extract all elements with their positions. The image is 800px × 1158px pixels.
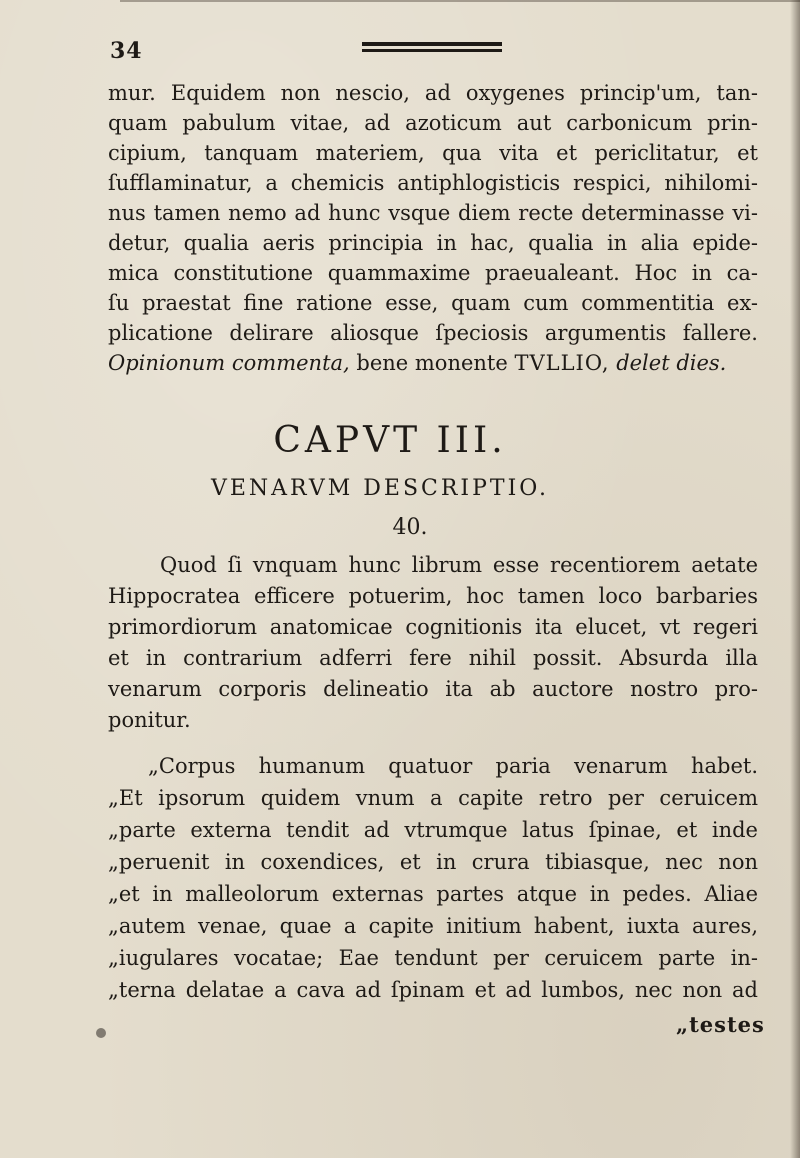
quote-line: „iugulares vocatae; Eae tendunt per ceruicem parte in- bbox=[108, 946, 758, 970]
quote-line: „autem venae, quae a capite initium habent, iuxta aures, bbox=[108, 914, 758, 938]
page-number: 34 bbox=[110, 38, 143, 64]
header-rule-thin bbox=[362, 49, 502, 52]
catchword: „testes bbox=[676, 1012, 765, 1037]
quote-line: „parte externa tendit ad vtrumque latus ſpinae, et inde bbox=[108, 818, 758, 842]
header-rule-thick bbox=[362, 42, 502, 46]
text-line-quote bbox=[108, 350, 758, 376]
italic-quote-end: delet dies. bbox=[616, 351, 727, 375]
text-line: nus tamen nemo ad hunc vsque diem recte determinasse vi- bbox=[108, 201, 758, 225]
text-line: cipium, tanquam materiem, qua vita et periclitatur, et bbox=[108, 141, 758, 165]
text-line: Quod ſi vnquam hunc librum esse recentiorem aetate bbox=[160, 553, 758, 577]
section-number: 40. bbox=[392, 515, 428, 540]
text-line: plicatione delirare aliosque ſpeciosis argumentis fallere. bbox=[108, 321, 758, 345]
italic-quote-start: Opinionum commenta, bbox=[108, 351, 350, 375]
author-name: TVLLIO, bbox=[514, 351, 610, 375]
text-line: ſufflaminatur, a chemicis antiphlogisticis respici, nihilomi- bbox=[108, 171, 758, 195]
text-line: quam pabulum vitae, ad azoticum aut carbonicum prin- bbox=[108, 111, 758, 135]
text-line: Hippocratea efficere potuerim, hoc tamen loco barbaries bbox=[108, 584, 758, 608]
text-line: mica constitutione quammaxime praeualeant. Hoc in ca- bbox=[108, 261, 758, 285]
text-line: et in contrarium adferri fere nihil possit. Absurda illa bbox=[108, 646, 758, 670]
text-line: detur, qualia aeris principia in hac, qualia in alia epide- bbox=[108, 231, 758, 255]
quote-line: „peruenit in coxendices, et in crura tibiasque, nec non bbox=[108, 850, 758, 874]
header-double-rule bbox=[362, 42, 502, 54]
text-line: primordiorum anatomicae cognitionis ita elucet, vt regeri bbox=[108, 615, 758, 639]
page-top-edge bbox=[120, 0, 800, 2]
page-edge-shadow bbox=[790, 0, 800, 1158]
chapter-title: CAPVT III. bbox=[273, 420, 507, 461]
text-fragment: bene monente bbox=[349, 351, 515, 375]
quote-line: „terna delatae a cava ad ſpinam et ad lumbos, nec non ad bbox=[108, 978, 758, 1002]
text-line: ſu praestat fine ratione esse, quam cum commentitia ex- bbox=[108, 291, 758, 315]
quote-line: „Corpus humanum quatuor paria venarum habet. bbox=[148, 754, 758, 778]
quote-line: „et in malleolorum externas partes atque in pedes. Aliae bbox=[108, 882, 758, 906]
text-line: venarum corporis delineatio ita ab auctore nostro pro- bbox=[108, 677, 758, 701]
chapter-subtitle: VENARVM DESCRIPTIO. bbox=[210, 476, 550, 501]
quote-line: „Et ipsorum quidem vnum a capite retro per ceruicem bbox=[108, 786, 758, 810]
ink-blot-mark bbox=[96, 1028, 106, 1038]
text-line: ponitur. bbox=[108, 708, 191, 732]
text-line: mur. Equidem non nescio, ad oxygenes princip'um, tan- bbox=[108, 81, 758, 105]
